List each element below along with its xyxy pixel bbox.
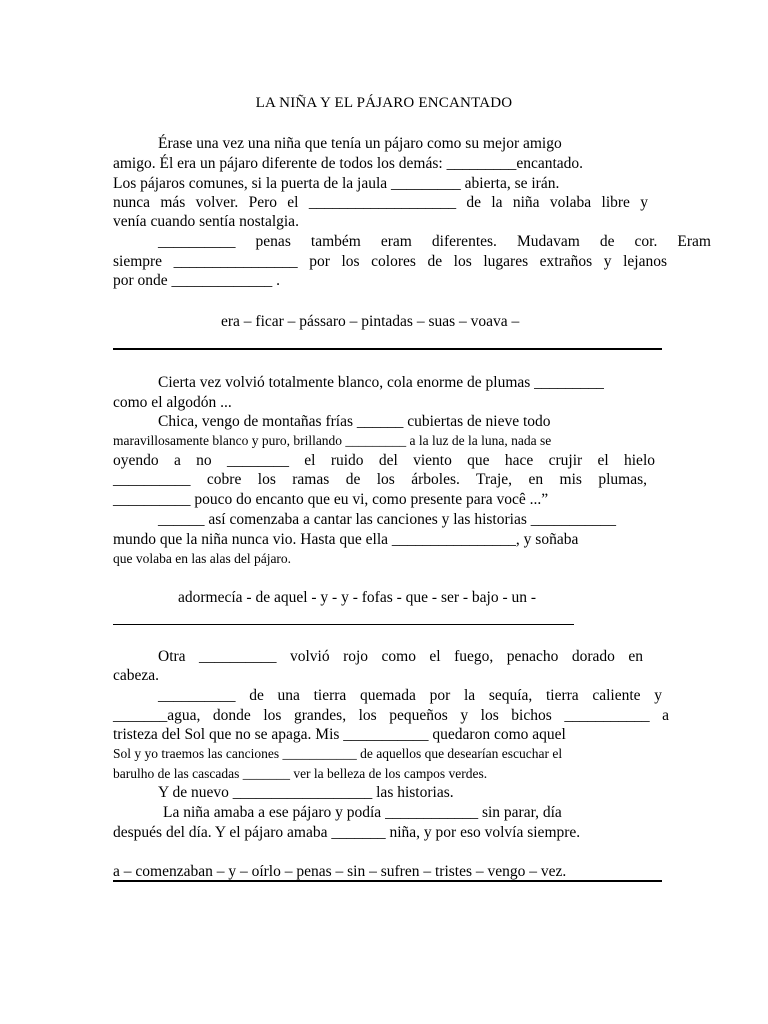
story-line: siempre ________________ por los colores de los lugares extraños y lejanos [113,253,667,270]
story-line: que volaba en las alas del pájaro. [113,551,292,566]
story-line: Y de nuevo __________________ las historias. [158,784,454,801]
story-line: __________ de una tierra quemada por la sequía, tierra caliente y [158,687,662,704]
story-line: como el algodón ... [113,394,232,411]
story-line: maravillosamente blanco y puro, brillando _________ a la luz de la luna, nada se [113,433,552,448]
page-title: LA NIÑA Y EL PÁJARO ENCANTADO [255,95,513,111]
story-line: Los pájaros comunes, si la puerta de la jaula _________ abierta, se irán. [113,175,560,192]
story-line: Érase una vez una niña que tenía un pájaro como su mejor amigo [158,135,562,152]
story-line: _______agua, donde los grandes, los pequeños y los bichos ___________ a [113,707,669,724]
word-bank: a – comenzaban – y – oírlo – penas – sin – sufren – tristes – vengo – vez. [113,863,567,880]
story-line: __________ pouco do encanto que eu vi, como presente para você ...” [113,491,549,508]
story-line: barulho de las cascadas _______ ver la belleza de los campos verdes. [113,766,488,781]
story-line: La niña amaba a ese pájaro y podía ____________ sin parar, día [163,804,562,821]
divider-line [113,880,662,882]
story-line: Sol y yo traemos las canciones ___________ de aquellos que desearían escuchar el [113,746,563,761]
story-line: __________ penas também eram diferentes. Mudavam de cor. Eram [158,233,711,250]
word-bank: adormecía - de aquel - y - y - fofas - que - ser - bajo - un - [178,589,537,606]
word-bank: era – ficar – pássaro – pintadas – suas – voava – [221,313,520,330]
story-line: Otra __________ volvió rojo como el fuego, penacho dorado en [158,648,643,665]
story-line: venía cuando sentía nostalgia. [113,213,299,230]
divider-line [113,348,662,350]
story-line: tristeza del Sol que no se apaga. Mis ___________ quedaron como aquel [113,726,566,743]
divider-line [113,624,574,625]
story-line: oyendo a no ________ el ruido del viento que hace crujir el hielo [113,452,655,469]
story-line: __________ cobre los ramas de los árboles. Traje, en mis plumas, [113,471,647,488]
story-line: mundo que la niña nunca vio. Hasta que ella ________________, y soñaba [113,531,579,548]
story-line: amigo. Él era un pájaro diferente de todos los demás: _________encantado. [113,155,584,172]
story-line: por onde _____________ . [113,272,281,289]
story-line: ______ así comenzaba a cantar las canciones y las historias ___________ [158,511,616,528]
story-line: Chica, vengo de montañas frías ______ cubiertas de nieve todo [158,413,551,430]
story-line: Cierta vez volvió totalmente blanco, cola enorme de plumas _________ [158,374,604,391]
story-line: después del día. Y el pájaro amaba _______ niña, y por eso volvía siempre. [113,824,581,841]
story-line: cabeza. [113,667,160,684]
story-line: nunca más volver. Pero el ___________________ de la niña volaba libre y [113,194,648,211]
